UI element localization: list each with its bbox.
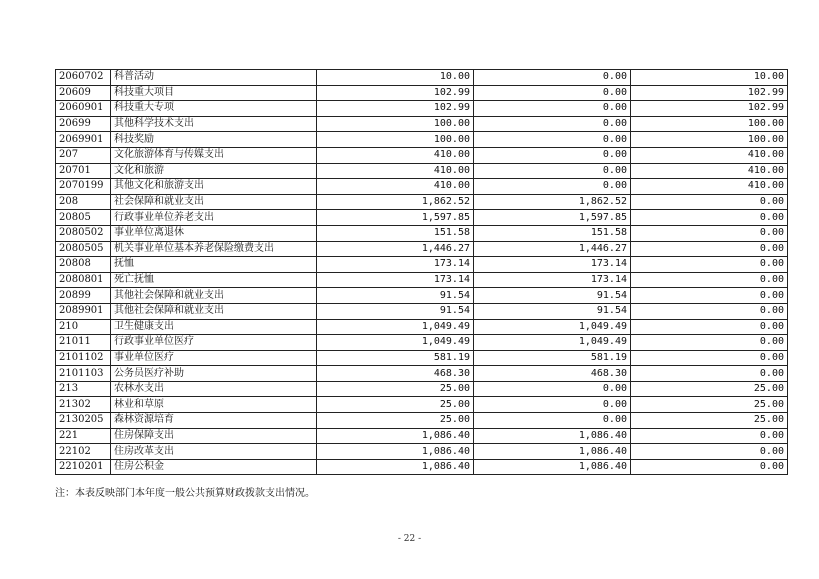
basic-cell: 151.58	[474, 225, 631, 241]
name-cell: 其他文化和旅游支出	[111, 179, 317, 195]
total-cell: 25.00	[317, 381, 474, 397]
code-cell: 2060702	[56, 70, 111, 86]
project-cell: 0.00	[631, 257, 788, 273]
basic-cell: 0.00	[474, 116, 631, 132]
table-row	[56, 85, 788, 101]
basic-cell: 1,446.27	[474, 241, 631, 257]
total-cell: 1,862.52	[317, 194, 474, 210]
basic-cell: 0.00	[474, 132, 631, 148]
basic-cell: 1,862.52	[474, 194, 631, 210]
basic-cell: 0.00	[474, 85, 631, 101]
code-cell: 208	[56, 194, 111, 210]
name-cell: 农林水支出	[111, 381, 317, 397]
total-cell: 91.54	[317, 303, 474, 319]
table-row	[56, 335, 788, 351]
name-cell: 其他社会保障和就业支出	[111, 303, 317, 319]
total-cell: 100.00	[317, 132, 474, 148]
name-cell: 行政事业单位医疗	[111, 335, 317, 351]
name-cell: 住房改革支出	[111, 444, 317, 460]
total-cell: 100.00	[317, 116, 474, 132]
basic-cell: 1,086.40	[474, 444, 631, 460]
total-cell: 1,049.49	[317, 319, 474, 335]
name-cell: 公务员医疗补助	[111, 366, 317, 382]
project-cell: 0.00	[631, 444, 788, 460]
table-row	[56, 225, 788, 241]
code-cell: 2069901	[56, 132, 111, 148]
name-cell: 文化和旅游	[111, 163, 317, 179]
project-cell: 25.00	[631, 397, 788, 413]
name-cell: 科技奖励	[111, 132, 317, 148]
basic-cell: 581.19	[474, 350, 631, 366]
name-cell: 卫生健康支出	[111, 319, 317, 335]
table-row	[56, 210, 788, 226]
code-cell: 2080502	[56, 225, 111, 241]
name-cell: 社会保障和就业支出	[111, 194, 317, 210]
table-row	[56, 116, 788, 132]
project-cell: 0.00	[631, 319, 788, 335]
code-cell: 2080505	[56, 241, 111, 257]
table-row	[56, 444, 788, 460]
name-cell: 文化旅游体育与传媒支出	[111, 147, 317, 163]
table-row	[56, 381, 788, 397]
basic-cell: 0.00	[474, 101, 631, 117]
table-body	[56, 70, 788, 475]
total-cell: 1,049.49	[317, 335, 474, 351]
table-row	[56, 428, 788, 444]
project-cell: 25.00	[631, 413, 788, 429]
basic-cell: 173.14	[474, 272, 631, 288]
page-number: - 22 -	[397, 534, 422, 544]
name-cell: 其他科学技术支出	[111, 116, 317, 132]
project-cell: 0.00	[631, 428, 788, 444]
code-cell: 2060901	[56, 101, 111, 117]
table-row	[56, 319, 788, 335]
code-cell: 21011	[56, 335, 111, 351]
code-cell: 2070199	[56, 179, 111, 195]
project-cell: 25.00	[631, 381, 788, 397]
table-row	[56, 101, 788, 117]
table-row	[56, 272, 788, 288]
total-cell: 1,086.40	[317, 444, 474, 460]
basic-cell: 91.54	[474, 303, 631, 319]
expenditure-table	[55, 69, 788, 475]
name-cell: 事业单位医疗	[111, 350, 317, 366]
project-cell: 0.00	[631, 272, 788, 288]
name-cell: 科普活动	[111, 70, 317, 86]
code-cell: 213	[56, 381, 111, 397]
project-cell: 102.99	[631, 101, 788, 117]
project-cell: 0.00	[631, 241, 788, 257]
name-cell: 死亡抚恤	[111, 272, 317, 288]
basic-cell: 1,597.85	[474, 210, 631, 226]
table-row	[56, 350, 788, 366]
name-cell: 行政事业单位养老支出	[111, 210, 317, 226]
basic-cell: 91.54	[474, 288, 631, 304]
total-cell: 1,446.27	[317, 241, 474, 257]
name-cell: 林业和草原	[111, 397, 317, 413]
total-cell: 173.14	[317, 272, 474, 288]
total-cell: 102.99	[317, 101, 474, 117]
project-cell: 0.00	[631, 335, 788, 351]
code-cell: 20808	[56, 257, 111, 273]
code-cell: 20805	[56, 210, 111, 226]
total-cell: 468.30	[317, 366, 474, 382]
total-cell: 410.00	[317, 179, 474, 195]
table-row	[56, 147, 788, 163]
table-row	[56, 303, 788, 319]
code-cell: 20701	[56, 163, 111, 179]
project-cell: 410.00	[631, 163, 788, 179]
basic-cell: 173.14	[474, 257, 631, 273]
name-cell: 住房公积金	[111, 459, 317, 475]
table-row	[56, 257, 788, 273]
total-cell: 25.00	[317, 413, 474, 429]
total-cell: 1,086.40	[317, 428, 474, 444]
name-cell: 住房保障支出	[111, 428, 317, 444]
table-row	[56, 288, 788, 304]
table-row	[56, 397, 788, 413]
table-row	[56, 366, 788, 382]
name-cell: 抚恤	[111, 257, 317, 273]
code-cell: 2089901	[56, 303, 111, 319]
total-cell: 1,086.40	[317, 459, 474, 475]
basic-cell: 468.30	[474, 366, 631, 382]
total-cell: 91.54	[317, 288, 474, 304]
total-cell: 1,597.85	[317, 210, 474, 226]
code-cell: 20699	[56, 116, 111, 132]
table-row	[56, 70, 788, 86]
total-cell: 410.00	[317, 163, 474, 179]
table-note: 注：本表反映部门本年度一般公共预算财政拨款支出情况。	[55, 488, 315, 499]
basic-cell: 0.00	[474, 179, 631, 195]
project-cell: 0.00	[631, 288, 788, 304]
basic-cell: 1,086.40	[474, 428, 631, 444]
basic-cell: 0.00	[474, 147, 631, 163]
table-row	[56, 413, 788, 429]
basic-cell: 0.00	[474, 413, 631, 429]
project-cell: 0.00	[631, 210, 788, 226]
code-cell: 20899	[56, 288, 111, 304]
name-cell: 其他社会保障和就业支出	[111, 288, 317, 304]
total-cell: 151.58	[317, 225, 474, 241]
basic-cell: 0.00	[474, 397, 631, 413]
code-cell: 221	[56, 428, 111, 444]
total-cell: 581.19	[317, 350, 474, 366]
code-cell: 21302	[56, 397, 111, 413]
total-cell: 102.99	[317, 85, 474, 101]
table-row	[56, 194, 788, 210]
table-row	[56, 132, 788, 148]
name-cell: 科技重大专项	[111, 101, 317, 117]
project-cell: 0.00	[631, 303, 788, 319]
project-cell: 410.00	[631, 147, 788, 163]
name-cell: 机关事业单位基本养老保险缴费支出	[111, 241, 317, 257]
code-cell: 2101102	[56, 350, 111, 366]
project-cell: 0.00	[631, 350, 788, 366]
project-cell: 410.00	[631, 179, 788, 195]
total-cell: 25.00	[317, 397, 474, 413]
code-cell: 210	[56, 319, 111, 335]
basic-cell: 0.00	[474, 70, 631, 86]
code-cell: 2080801	[56, 272, 111, 288]
code-cell: 2130205	[56, 413, 111, 429]
basic-cell: 1,049.49	[474, 319, 631, 335]
basic-cell: 1,049.49	[474, 335, 631, 351]
basic-cell: 0.00	[474, 163, 631, 179]
project-cell: 100.00	[631, 132, 788, 148]
project-cell: 100.00	[631, 116, 788, 132]
name-cell: 森林资源培育	[111, 413, 317, 429]
code-cell: 2101103	[56, 366, 111, 382]
basic-cell: 0.00	[474, 381, 631, 397]
code-cell: 207	[56, 147, 111, 163]
basic-cell: 1,086.40	[474, 459, 631, 475]
code-cell: 22102	[56, 444, 111, 460]
project-cell: 102.99	[631, 85, 788, 101]
code-cell: 20609	[56, 85, 111, 101]
name-cell: 科技重大项目	[111, 85, 317, 101]
table-row	[56, 459, 788, 475]
project-cell: 0.00	[631, 194, 788, 210]
table-row	[56, 241, 788, 257]
project-cell: 10.00	[631, 70, 788, 86]
total-cell: 173.14	[317, 257, 474, 273]
project-cell: 0.00	[631, 366, 788, 382]
total-cell: 10.00	[317, 70, 474, 86]
name-cell: 事业单位离退休	[111, 225, 317, 241]
total-cell: 410.00	[317, 147, 474, 163]
project-cell: 0.00	[631, 459, 788, 475]
code-cell: 2210201	[56, 459, 111, 475]
table-row	[56, 179, 788, 195]
project-cell: 0.00	[631, 225, 788, 241]
table-row	[56, 163, 788, 179]
